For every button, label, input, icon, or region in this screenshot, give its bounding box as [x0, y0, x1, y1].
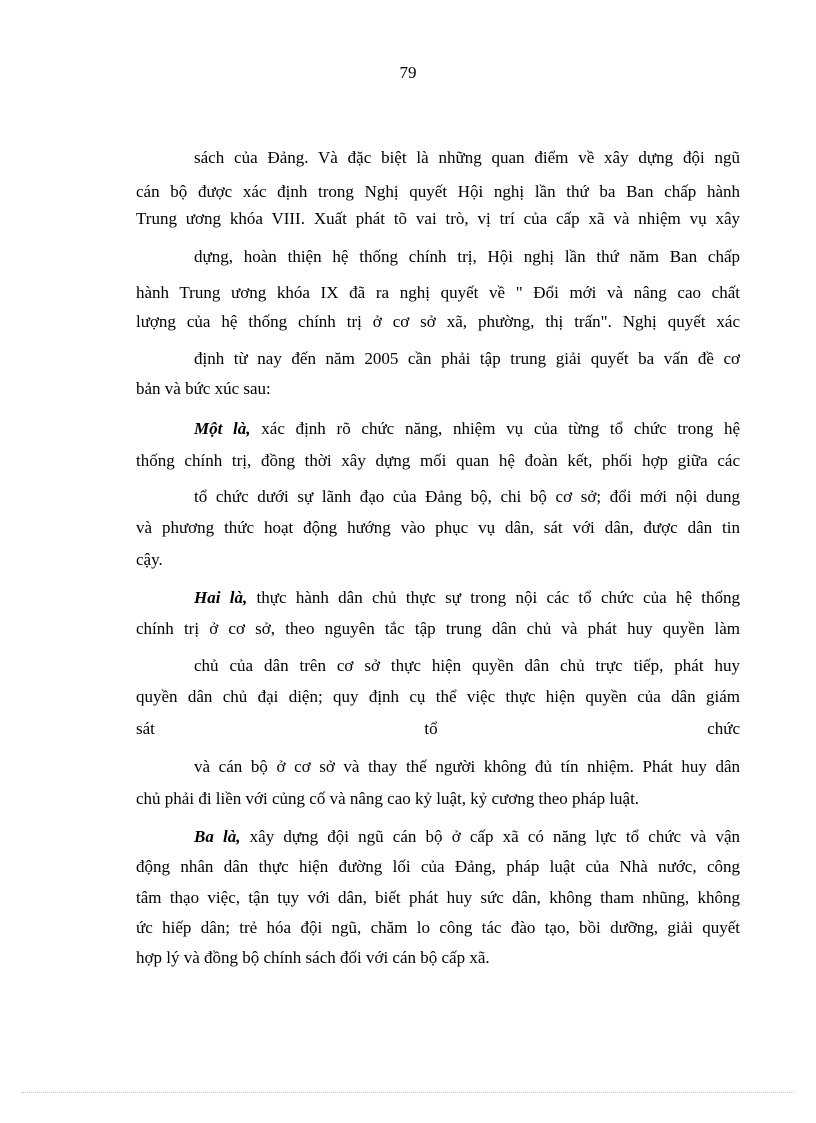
text-line: tâm thạo việc, tận tụy với dân, biết phát huy sức dân, không tham nhũng, không — [136, 888, 740, 907]
text-line — [194, 418, 740, 440]
text-line: cán bộ được xác định trong Nghị quyết Hội nghị lần thứ ba Ban chấp hành — [136, 182, 740, 201]
text-line: hành Trung ương khóa IX đã ra nghị quyết về " Đổi mới và nâng cao chất — [136, 283, 740, 302]
text-run: xác định rõ chức năng, nhiệm vụ của từng tổ chức trong hệ — [250, 419, 741, 438]
lead-phrase: Hai là, — [194, 588, 248, 607]
lead-phrase: Một là, — [194, 419, 251, 438]
text-line: thống chính trị, đồng thời xây dựng mối quan hệ đoàn kết, phối hợp giữa các — [136, 451, 740, 470]
text-run: xây dựng đội ngũ cán bộ ở cấp xã có năng lực tổ chức và vận — [240, 827, 740, 846]
text-line: chính trị ở cơ sở, theo nguyên tắc tập trung dân chủ và phát huy quyền làm — [136, 619, 740, 638]
text-line: tổ chức dưới sự lãnh đạo của Đảng bộ, chi bộ cơ sở; đổi mới nội dung — [194, 487, 740, 506]
page-number: 79 — [399, 63, 417, 82]
page-bottom-rule — [22, 1092, 794, 1093]
text-line: cậy. — [136, 550, 163, 569]
text-line: hợp lý và đồng bộ chính sách đối với cán bộ cấp xã. — [136, 948, 490, 967]
text-line: sách của Đảng. Và đặc biệt là những quan điểm về xây dựng đội ngũ — [194, 148, 740, 167]
text-line: quyền dân chủ đại diện; quy định cụ thể việc thực hiện quyền của dân giám — [136, 687, 740, 706]
text-line: chủ của dân trên cơ sở thực hiện quyền dân chủ trực tiếp, phát huy — [194, 656, 740, 675]
text-line — [194, 826, 740, 848]
text-line — [194, 587, 740, 609]
text-line: định từ nay đến năm 2005 cần phải tập trung giải quyết ba vấn đề cơ — [194, 349, 740, 368]
text-line: lượng của hệ thống chính trị ở cơ sở xã, phường, thị trấn". Nghị quyết xác — [136, 312, 740, 331]
text-line: dựng, hoàn thiện hệ thống chính trị, Hội nghị lần thứ năm Ban chấp — [194, 247, 740, 266]
text-line: và phương thức hoạt động hướng vào phục vụ dân, sát với dân, được dân tin — [136, 518, 740, 537]
text-line: và cán bộ ở cơ sở và thay thế người không đủ tín nhiệm. Phát huy dân — [194, 757, 740, 776]
text-run: thực hành dân chủ thực sự trong nội các tổ chức của hệ thống — [247, 588, 741, 607]
text-line: bản và bức xúc sau: — [136, 379, 271, 398]
text-line: ức hiếp dân; trẻ hóa đội ngũ, chăm lo công tác đào tạo, bồi dưỡng, giải quyết — [136, 918, 740, 937]
text-line: động nhân dân thực hiện đường lối của Đảng, pháp luật của Nhà nước, công — [136, 857, 740, 876]
text-line: sát tổ chức — [136, 719, 740, 738]
lead-phrase: Ba là, — [194, 827, 241, 846]
text-line: Trung ương khóa VIII. Xuất phát tõ vai trò, vị trí của cấp xã và nhiệm vụ xây — [136, 209, 740, 228]
text-line: chủ phải đi liền với củng cố và nâng cao kỷ luật, kỷ cương theo pháp luật. — [136, 789, 640, 808]
